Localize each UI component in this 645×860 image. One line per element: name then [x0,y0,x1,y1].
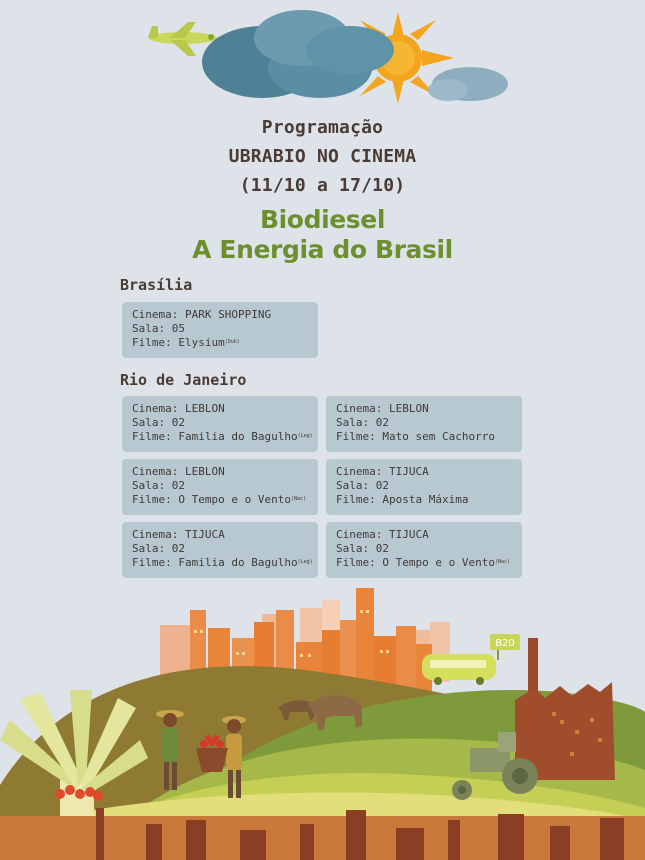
sala-label: Sala: [132,479,166,492]
filme-value: O Tempo e o Vento [382,556,495,569]
title-event: UBRABIO NO CINEMA [228,146,417,167]
screening-card [326,396,522,452]
sky-illustration [0,0,645,120]
cloud-icon [202,10,508,101]
screening-card [326,522,522,578]
filme-label: Filme: [132,430,172,443]
title-programacao: Programação [261,117,384,138]
filme-value: Aposta Máxima [382,493,469,506]
sala-value: 02 [375,542,389,555]
title-dates: (11/10 a 17/10) [239,175,406,196]
screening-card [122,522,318,578]
cinema-label: Cinema: [336,402,383,415]
version-tag: (Nac) [494,559,511,565]
screening-card [122,396,318,452]
city-heading-brasilia: Brasília [120,276,193,294]
filme-label: Filme: [132,493,172,506]
filme-value: Mato sem Cachorro [382,430,495,443]
slogan [0,205,645,265]
sala-label: Sala: [132,542,166,555]
filme-value: O Tempo e o Vento [178,493,291,506]
sala-value: 02 [375,416,389,429]
cinema-value: LEBLON [184,402,225,415]
screening-card [326,459,522,515]
cinema-value: TIJUCA [184,528,225,541]
screening-card [122,302,318,358]
sala-value: 02 [171,479,185,492]
version-tag: (Nac) [290,496,307,502]
cinema-label: Cinema: [132,528,179,541]
filme-label: Filme: [132,336,172,349]
cinema-value: TIJUCA [388,528,429,541]
cinema-label: Cinema: [132,465,179,478]
screening-card [122,459,318,515]
cinema-label: Cinema: [336,528,383,541]
version-tag: (Dub) [224,339,240,345]
version-tag: (Leg) [297,559,313,565]
slogan-line-1: Biodiesel [259,205,386,234]
filme-label: Filme: [132,556,172,569]
cinema-label: Cinema: [132,402,179,415]
cinema-value: LEBLON [388,402,429,415]
sala-value: 02 [171,416,185,429]
sala-label: Sala: [132,416,166,429]
sala-label: Sala: [336,479,370,492]
version-tag: (Leg) [297,433,313,439]
cinema-value: PARK SHOPPING [184,308,272,321]
sala-value: 02 [171,542,185,555]
cinema-value: LEBLON [184,465,225,478]
sala-value: 02 [375,479,389,492]
cinema-label: Cinema: [132,308,179,321]
sala-label: Sala: [336,542,370,555]
landscape-illustration [0,580,645,860]
filme-value: Elysium [178,336,225,349]
cinema-label: Cinema: [336,465,383,478]
header [0,113,645,200]
sala-value: 05 [171,322,185,335]
sala-label: Sala: [132,322,166,335]
sala-label: Sala: [336,416,370,429]
bus-sign-text: B20 [495,638,515,649]
slogan-line-2: A Energia do Brasil [192,235,453,264]
cinema-value: TIJUCA [388,465,429,478]
filme-value: Familia do Bagulho [178,430,298,443]
city-heading-rio: Rio de Janeiro [120,371,247,389]
factory-icon [515,638,615,780]
filme-label: Filme: [336,493,376,506]
filme-label: Filme: [336,556,376,569]
filme-value: Familia do Bagulho [178,556,298,569]
filme-label: Filme: [336,430,376,443]
